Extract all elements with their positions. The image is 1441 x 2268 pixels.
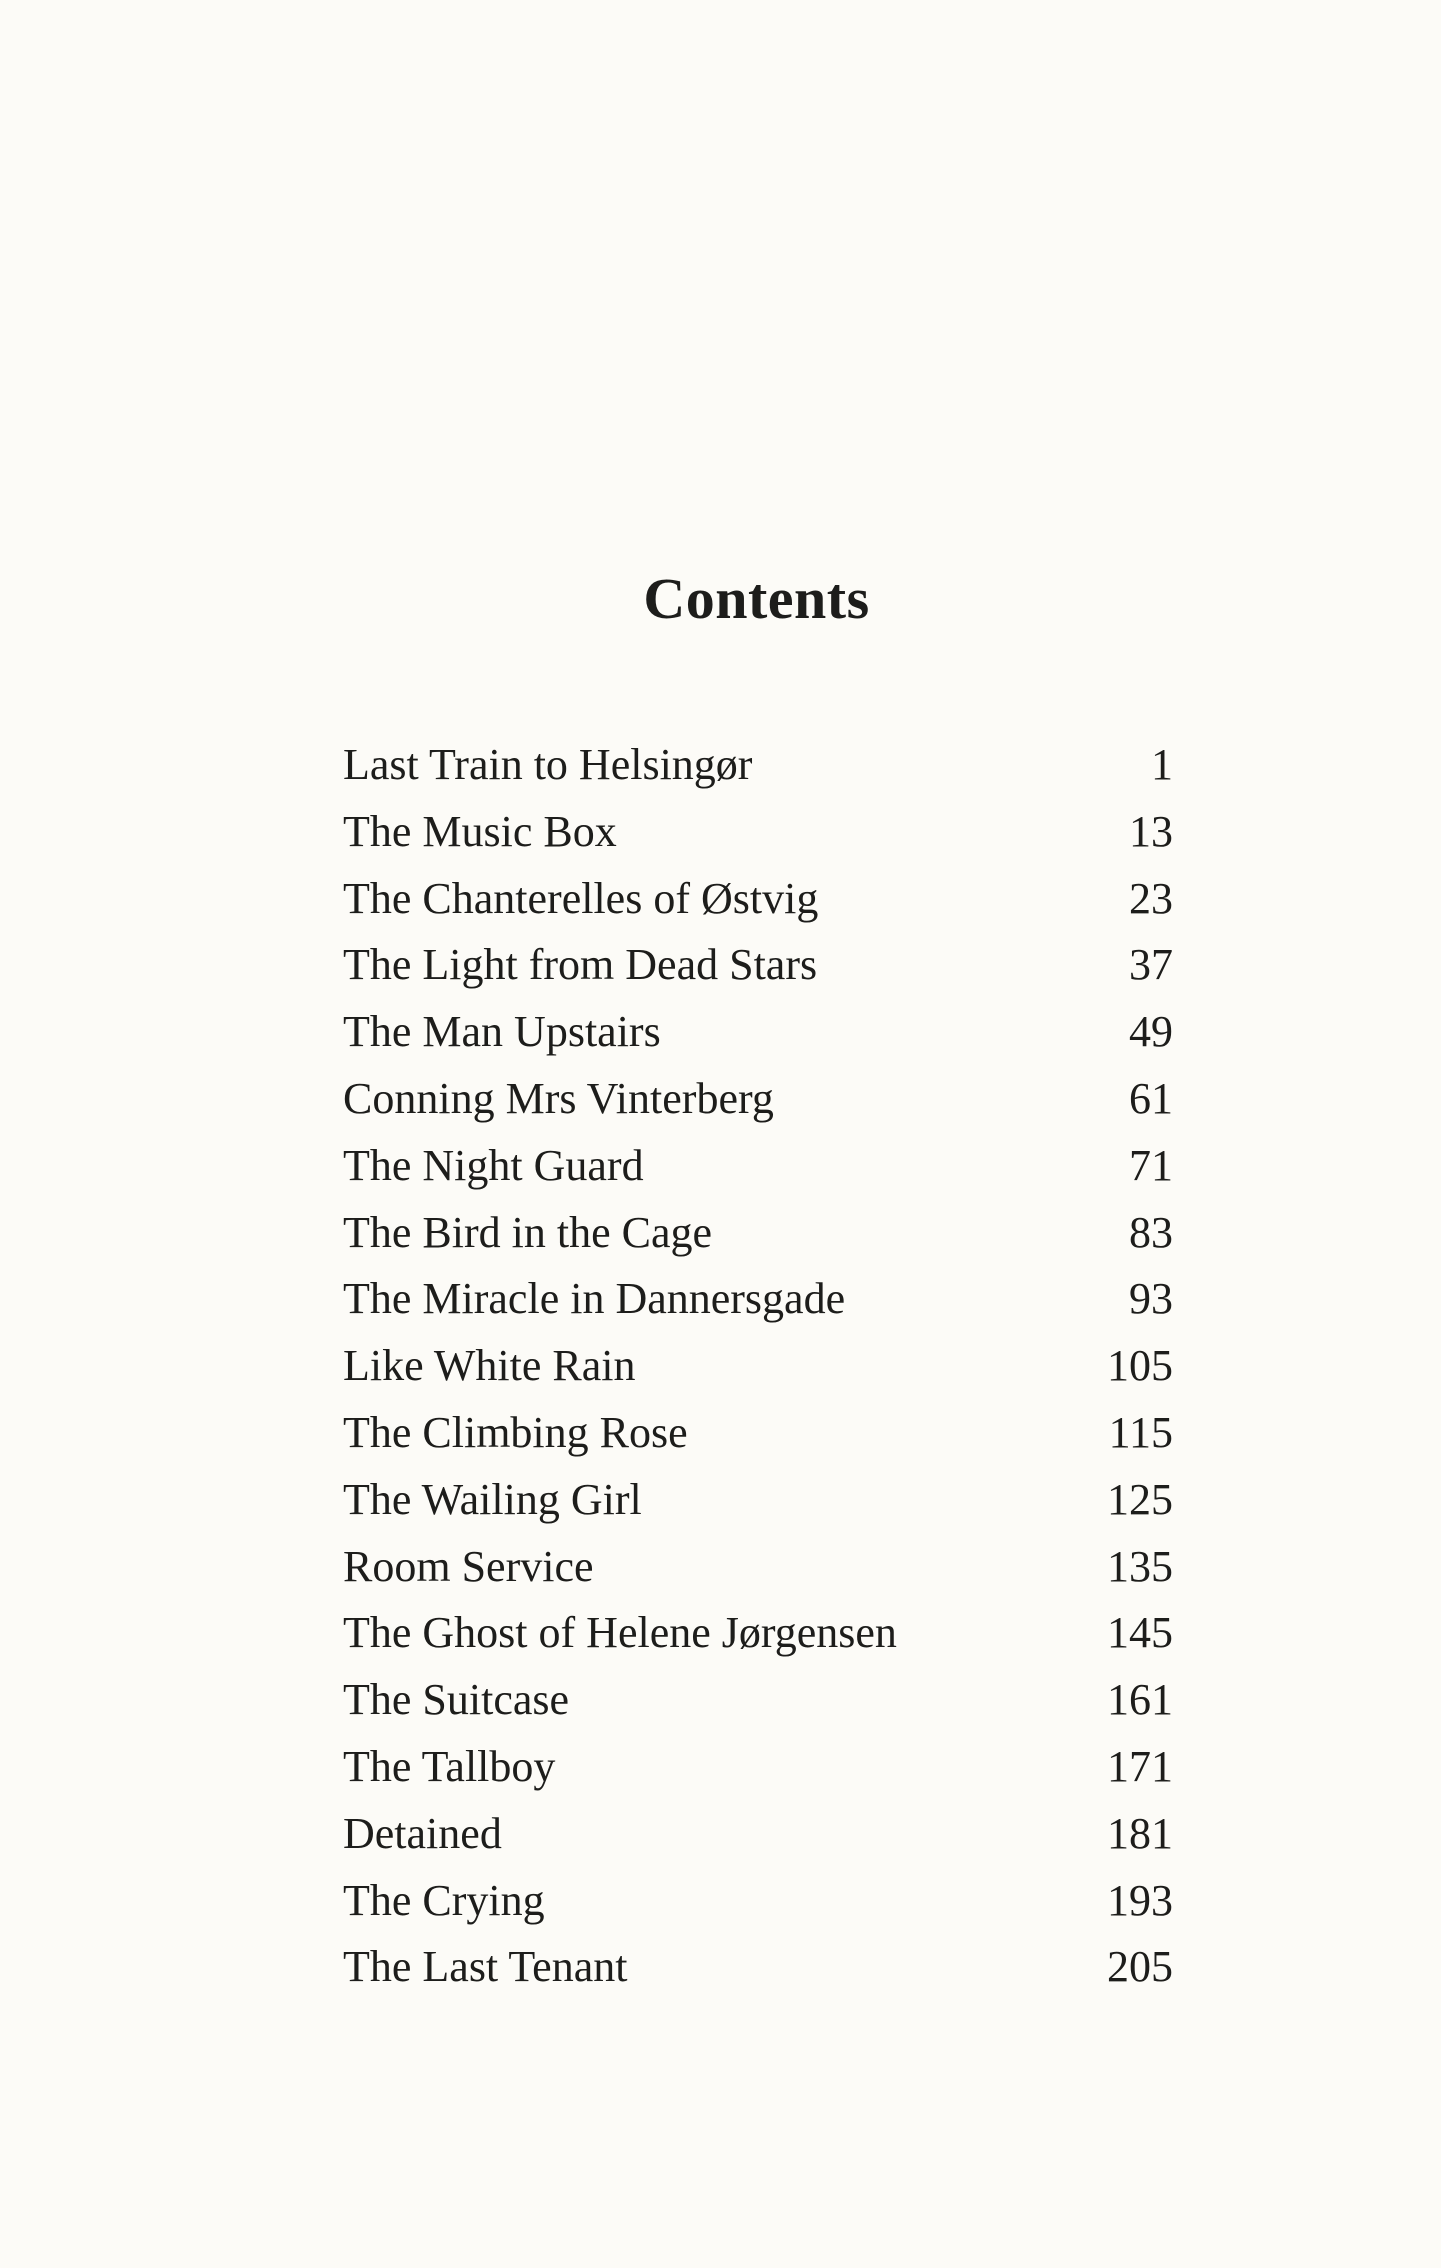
toc-entry-title: The Ghost of Helene Jørgensen	[343, 1608, 897, 1658]
toc-entry	[343, 1801, 1173, 1868]
toc-entry-title: The Music Box	[343, 806, 617, 856]
toc-entry-page: 61	[1129, 1073, 1173, 1123]
toc-entry-page: 161	[1107, 1675, 1173, 1725]
toc-entry	[343, 932, 1173, 999]
toc-entry-page: 135	[1107, 1541, 1173, 1591]
toc-entry-title: The Last Tenant	[343, 1942, 628, 1992]
toc-entry-page: 49	[1129, 1007, 1173, 1057]
toc-entry	[343, 1734, 1173, 1801]
toc-entry-title: The Light from Dead Stars	[343, 940, 818, 990]
page-title: Contents	[643, 565, 870, 631]
toc-entry	[343, 1467, 1173, 1534]
toc-entry-page: 93	[1129, 1274, 1173, 1324]
toc-entry	[343, 1333, 1173, 1400]
toc-entry	[343, 1266, 1173, 1333]
toc-entry	[343, 1600, 1173, 1667]
toc-entry-title: The Climbing Rose	[343, 1407, 688, 1457]
toc-entry-title: Like White Rain	[343, 1341, 636, 1391]
toc-entry-title: Detained	[343, 1808, 502, 1858]
toc-entry-title: The Night Guard	[343, 1140, 644, 1190]
toc-entry	[343, 1133, 1173, 1200]
toc-entry-title: Conning Mrs Vinterberg	[343, 1073, 774, 1123]
toc-entry-page: 37	[1129, 940, 1173, 990]
toc-entry	[343, 1868, 1173, 1935]
toc-entry-title: The Tallboy	[343, 1741, 556, 1791]
toc-entry-title: Room Service	[343, 1541, 594, 1591]
toc-entry	[343, 732, 1173, 799]
toc-entry-page: 115	[1108, 1407, 1173, 1457]
toc-entry-title: The Man Upstairs	[343, 1007, 661, 1057]
toc-entry	[343, 1066, 1173, 1133]
toc-entry-title: The Crying	[343, 1875, 545, 1925]
toc-entry-page: 193	[1107, 1875, 1173, 1925]
toc-entry-page: 23	[1129, 873, 1173, 923]
toc-entry	[343, 1534, 1173, 1601]
toc-entry-title: The Miracle in Dannersgade	[343, 1274, 846, 1324]
table-of-contents	[343, 732, 1173, 2001]
toc-entry-title: The Suitcase	[343, 1675, 570, 1725]
toc-entry	[343, 1200, 1173, 1267]
toc-entry	[343, 799, 1173, 866]
toc-entry	[343, 999, 1173, 1066]
toc-entry	[343, 1400, 1173, 1467]
toc-entry-page: 205	[1107, 1942, 1173, 1992]
toc-entry-page: 71	[1129, 1140, 1173, 1190]
toc-entry	[343, 866, 1173, 933]
toc-entry-page: 171	[1107, 1741, 1173, 1791]
toc-entry-page: 83	[1129, 1207, 1173, 1257]
toc-entry-page: 125	[1107, 1474, 1173, 1524]
toc-entry-page: 145	[1107, 1608, 1173, 1658]
toc-entry-title: The Bird in the Cage	[343, 1207, 713, 1257]
toc-entry-page: 181	[1107, 1808, 1173, 1858]
toc-entry	[343, 1934, 1173, 2001]
toc-entry-page: 13	[1129, 806, 1173, 856]
toc-entry-title: Last Train to Helsingør	[343, 740, 753, 789]
toc-entry-title: The Chanterelles of Østvig	[343, 873, 819, 923]
toc-entry	[343, 1667, 1173, 1734]
toc-entry-title: The Wailing Girl	[343, 1474, 642, 1524]
toc-entry-page: 105	[1107, 1341, 1173, 1391]
toc-entry-page: 1	[1151, 740, 1173, 789]
